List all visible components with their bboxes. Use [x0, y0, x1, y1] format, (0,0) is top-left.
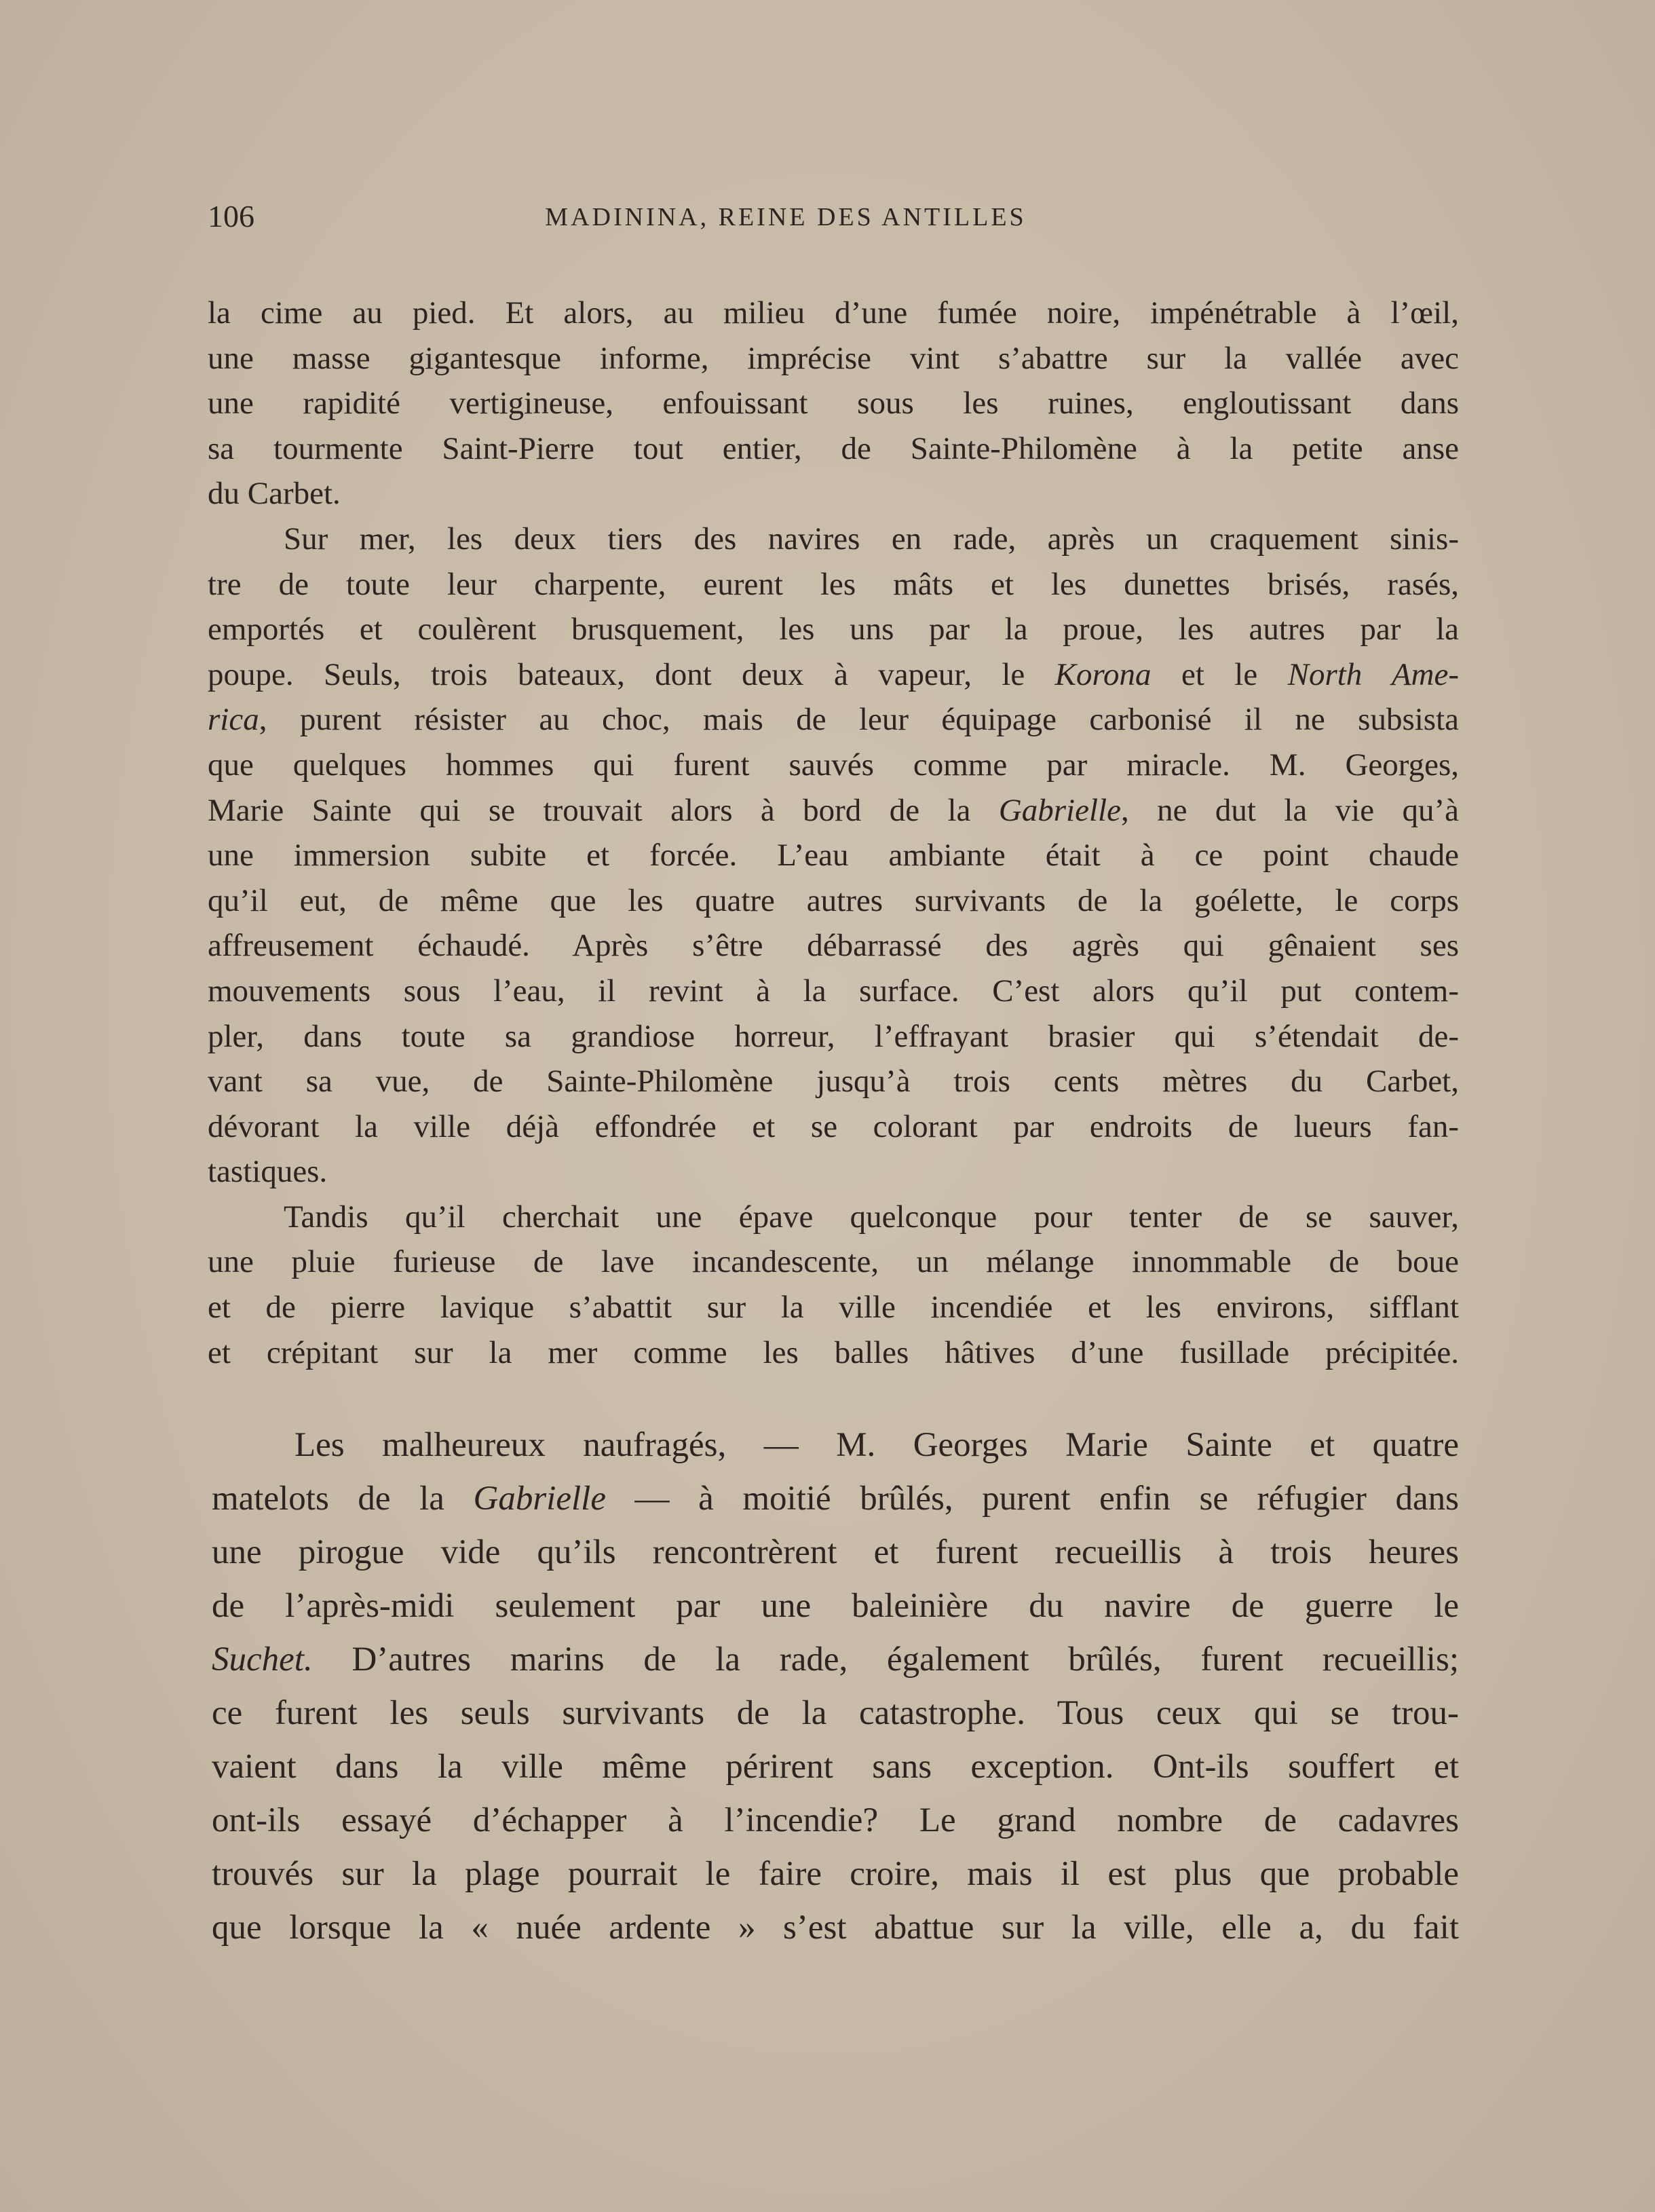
text-segment: emportés et coulèrent brusquement, les uns par la proue, les autres par la [208, 612, 1459, 648]
text-segment: et le [1151, 656, 1288, 692]
text-line [212, 1526, 1459, 1579]
italic-text: Korona [1054, 656, 1152, 692]
text-segment: une masse gigantesque informe, imprécise vint s’abattre sur la vallée avec [208, 340, 1459, 376]
text-line [208, 1104, 1459, 1150]
text-segment: poupe. Seuls, trois bateaux, dont deux à vapeur, le [208, 656, 1055, 692]
text-segment: trouvés sur la plage pourrait le faire croire, mais il est plus que probable [212, 1855, 1459, 1893]
text-segment: une pluie furieuse de lave incandescente, un mélange innommable de boue [208, 1244, 1459, 1280]
text-line [208, 381, 1459, 426]
text-segment: D’autres marins de la rade, également brûlés, furent recueillis; [312, 1641, 1459, 1679]
text-line [208, 1014, 1459, 1060]
text-line [212, 1687, 1459, 1740]
text-block-second [212, 1419, 1459, 1955]
text-segment: , ne dut la vie qu’à [1120, 792, 1459, 828]
text-segment: vaient dans la ville même périrent sans exception. Ont-ils souffert et [212, 1748, 1459, 1786]
text-segment: affreusement échaudé. Après s’être débarrassé des agrès qui gênaient ses [208, 928, 1459, 964]
text-segment: de l’après-midi seulement par une baleinière du navire de guerre le [212, 1587, 1459, 1625]
text-segment: vant sa vue, de Sainte-Philomène jusqu’à trois cents mètres du Carbet, [208, 1064, 1459, 1100]
text-line [212, 1472, 1459, 1526]
text-segment: Sur mer, les deux tiers des navires en rade, après un craquement sinis- [284, 521, 1459, 557]
text-segment: la cime au pied. Et alors, au milieu d’une fumée noire, impénétrable à l’œil, [208, 295, 1459, 331]
text-line [208, 878, 1459, 924]
text-segment: une immersion subite et forcée. L’eau ambiante était à ce point chaude [208, 838, 1459, 874]
italic-text: Gabrielle [473, 1480, 606, 1518]
italic-text: Gabrielle [998, 792, 1121, 828]
text-line [208, 290, 1459, 336]
italic-text: North Ame- [1287, 656, 1459, 692]
text-segment: tastiques. [208, 1154, 328, 1190]
text-segment: — à moitié brûlés, purent enfin se réfugier dans [605, 1480, 1459, 1518]
text-segment: que quelques hommes qui furent sauvés comme par miracle. M. Georges, [208, 747, 1459, 783]
text-segment: Tandis qu’il cherchait une épave quelconque pour tenter de se sauver, [284, 1199, 1459, 1235]
text-line [208, 788, 1459, 833]
text-line [208, 833, 1459, 878]
text-line [208, 607, 1459, 652]
text-segment: et de pierre lavique s’abattit sur la ville incendiée et les environs, sifflant [208, 1290, 1459, 1326]
text-segment: ce furent les seuls survivants de la catastrophe. Tous ceux qui se trou- [212, 1694, 1459, 1732]
page-number: 106 [208, 199, 254, 233]
text-segment: dévorant la ville déjà effondrée et se colorant par endroits de lueurs fan- [208, 1108, 1459, 1144]
text-line [208, 1149, 1459, 1195]
text-line [208, 1059, 1459, 1104]
text-line [212, 1740, 1459, 1794]
text-line [208, 336, 1459, 381]
text-segment: et crépitant sur la mer comme les balles hâtives d’une fusillade précipitée. [208, 1334, 1459, 1370]
text-line [208, 1195, 1459, 1240]
text-line [208, 426, 1459, 472]
text-segment: du Carbet. [208, 476, 341, 512]
text-segment: Les malheureux naufragés, — M. Georges Marie Sainte et quatre [294, 1426, 1459, 1464]
text-segment: ont-ils essayé d’échapper à l’incendie? Le grand nombre de cadavres [212, 1801, 1459, 1839]
text-segment: sa tourmente Saint-Pierre tout entier, de Sainte-Philomène à la petite anse [208, 430, 1459, 466]
text-segment: une rapidité vertigineuse, enfouissant sous les ruines, engloutissant dans [208, 386, 1459, 421]
text-segment: tre de toute leur charpente, eurent les mâts et les dunettes brisés, rasés, [208, 566, 1459, 602]
text-line [208, 697, 1459, 743]
italic-text: rica [208, 702, 259, 738]
text-segment: qu’il eut, de même que les quatre autres survivants de la goélette, le corps [208, 882, 1459, 918]
text-segment: une pirogue vide qu’ils rencontrèrent et furent recueillis à trois heures [212, 1533, 1459, 1571]
italic-text: Suchet. [212, 1641, 313, 1679]
text-segment: mouvements sous l’eau, il revint à la surface. C’est alors qu’il put contem- [208, 973, 1459, 1009]
text-line [208, 562, 1459, 607]
text-line [212, 1901, 1459, 1955]
text-line [212, 1579, 1459, 1633]
text-line [208, 471, 1459, 517]
text-line [208, 517, 1459, 562]
text-line [208, 743, 1459, 788]
text-line [208, 923, 1459, 969]
text-line [212, 1848, 1459, 1901]
text-segment: que lorsque la « nuée ardente » s’est abattue sur la ville, elle a, du fait [212, 1909, 1459, 1947]
text-line [208, 652, 1459, 698]
text-line [212, 1419, 1459, 1472]
text-segment: pler, dans toute sa grandiose horreur, l’effrayant brasier qui s’étendait de- [208, 1018, 1459, 1054]
page-header [208, 198, 1459, 239]
text-line [208, 1285, 1459, 1330]
text-segment: matelots de la [212, 1480, 474, 1518]
text-segment: Marie Sainte qui se trouvait alors à bord de la [208, 792, 999, 828]
text-line [212, 1633, 1459, 1687]
running-title: MADININA, REINE DES ANTILLES [545, 203, 1027, 231]
text-block-main [208, 290, 1459, 1375]
text-line [208, 1330, 1459, 1376]
text-segment: , purent résister au choc, mais de leur équipage carbonisé il ne subsista [259, 702, 1459, 738]
text-line [208, 969, 1459, 1014]
text-line [208, 1239, 1459, 1285]
text-line [212, 1794, 1459, 1848]
